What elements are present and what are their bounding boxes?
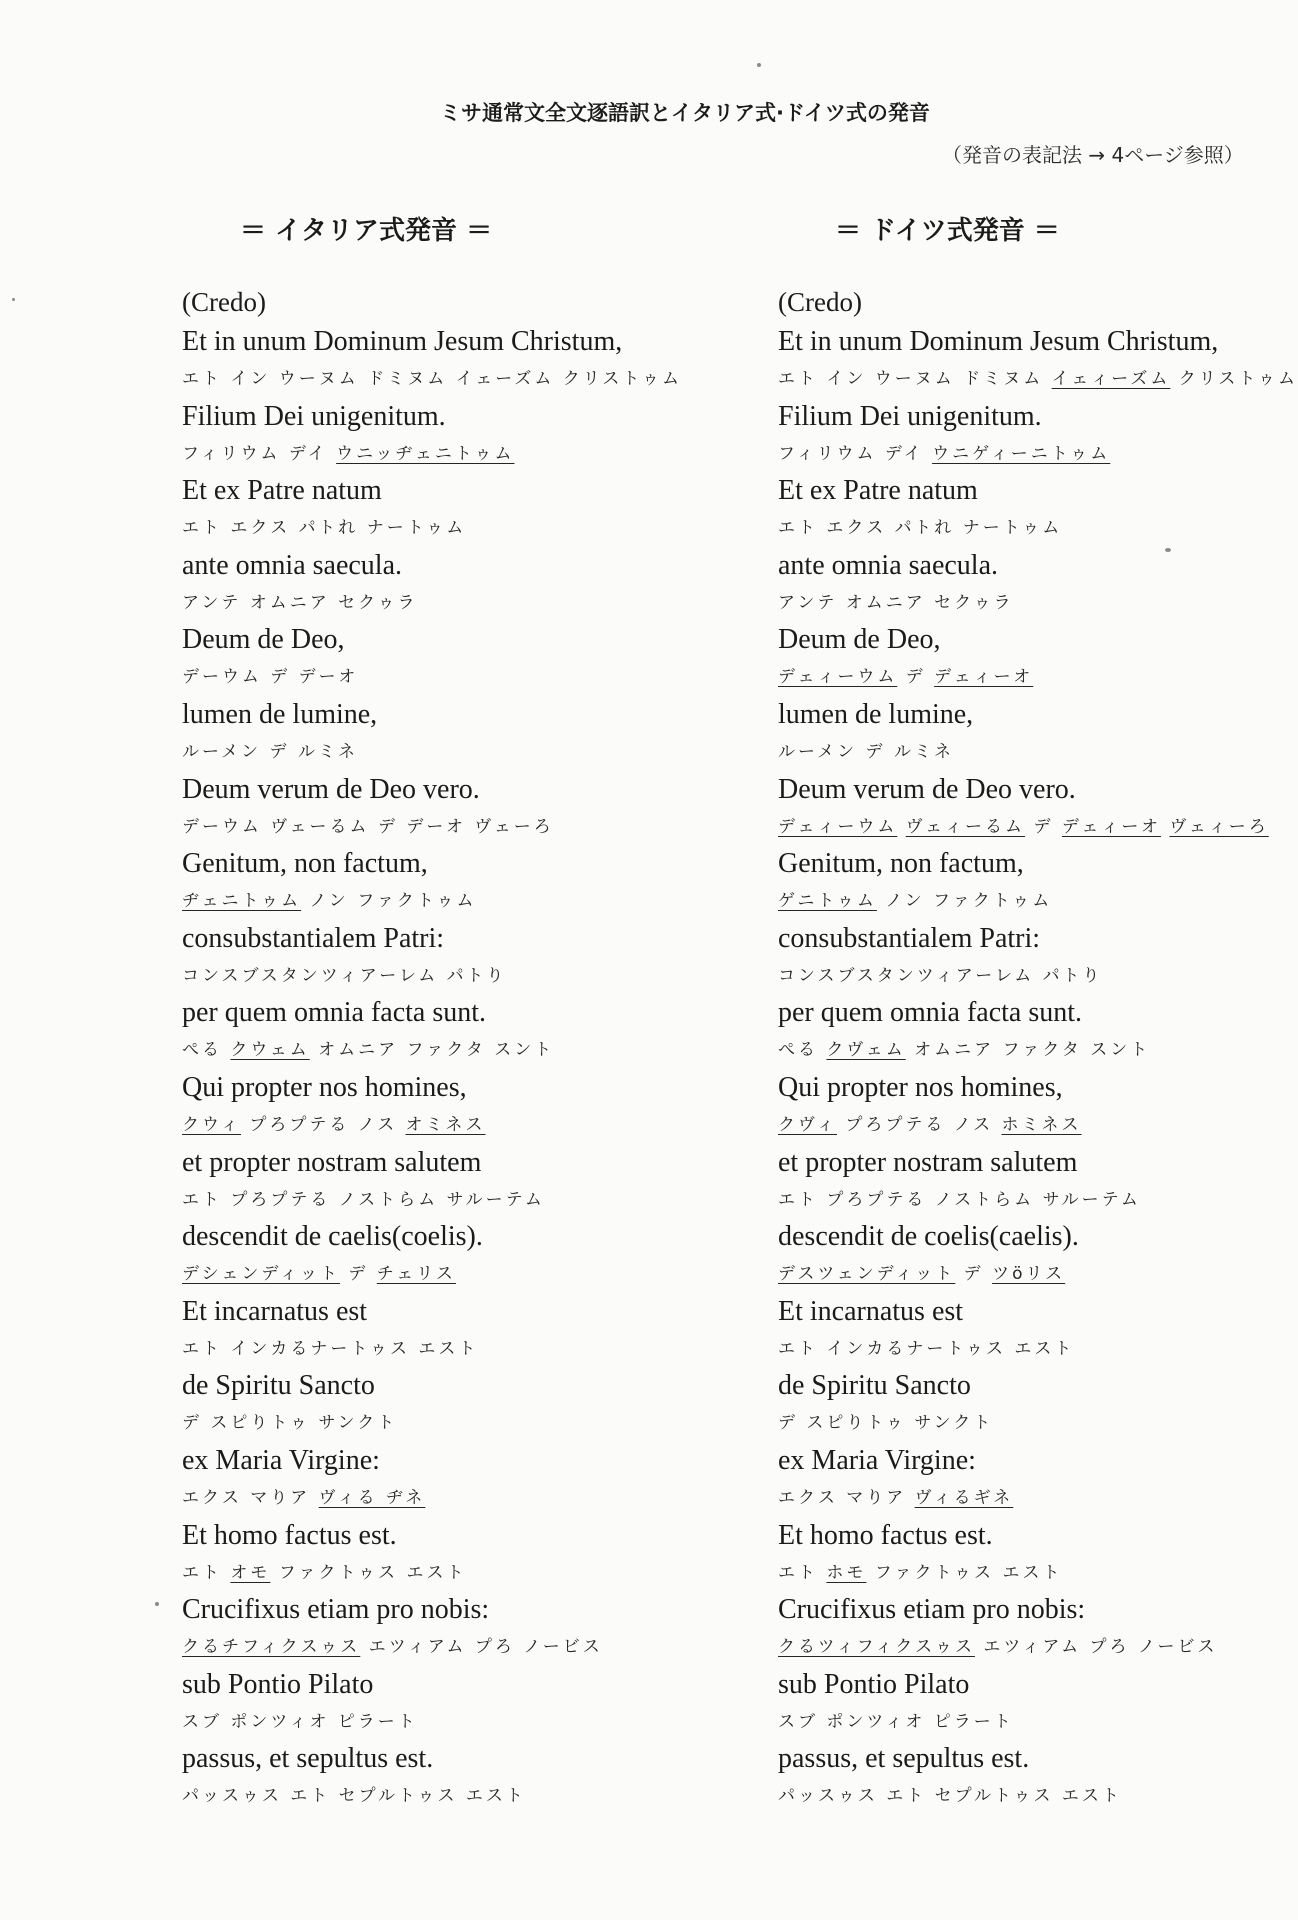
- katakana-pronunciation: [778, 585, 1275, 621]
- pronunciation-segment: エクス マりア: [778, 1487, 915, 1508]
- latin-text: per quem omnia facta sunt.: [182, 997, 487, 1029]
- verse-line: [182, 1442, 782, 1517]
- pronunciation-segment: デ: [897, 667, 935, 688]
- pronunciation-segment: プろプテる ノス: [240, 1114, 406, 1135]
- latin-text: consubstantialem Patri:: [778, 922, 1041, 954]
- latin-text: Crucifixus etiam pro nobis:: [182, 1594, 490, 1626]
- pronunciation-segment: プろプテる ノス: [836, 1114, 1002, 1135]
- latin-text: Qui propter nos homines,: [182, 1071, 467, 1103]
- underlined-syllables: デシェンディット: [182, 1264, 340, 1285]
- katakana-pronunciation: [182, 883, 782, 919]
- verse-line: [182, 696, 782, 771]
- katakana-pronunciation: [778, 1704, 1275, 1740]
- pronunciation-segment: ぺる: [778, 1040, 827, 1061]
- verse-line: [182, 1367, 782, 1442]
- katakana-pronunciation: [778, 734, 1275, 770]
- pronunciation-segment: エト イン ウーヌム ドミヌム: [778, 369, 1052, 389]
- katakana-pronunciation: [778, 510, 1275, 546]
- latin-text: ante omnia saecula.: [182, 549, 403, 581]
- pronunciation-segment: デーウム デ デーオ: [182, 667, 359, 688]
- german-pronunciation-heading: ＝ ドイツ式発音 ＝: [835, 216, 1060, 246]
- pronunciation-segment: エト エクス パトれ ナートゥム: [778, 518, 1063, 539]
- katakana-pronunciation: [182, 1107, 782, 1143]
- latin-text: sub Pontio Pilato: [778, 1668, 970, 1700]
- pronunciation-segment: エト インカるナートゥス エスト: [182, 1338, 479, 1359]
- verse-line: [778, 845, 1275, 920]
- verse-line: [778, 1517, 1275, 1592]
- latin-text: passus, et sepultus est.: [778, 1743, 1030, 1775]
- verse-line: [778, 994, 1275, 1069]
- pronunciation-segment: エト エクス パトれ ナートゥム: [182, 518, 467, 539]
- katakana-pronunciation: [182, 1256, 782, 1292]
- pronunciation-segment: スブ ポンツィオ ピラート: [778, 1711, 1014, 1732]
- latin-text: lumen de lumine,: [778, 698, 974, 730]
- latin-text: consubstantialem Patri:: [182, 922, 445, 954]
- pronunciation-segment: ファクトゥス エスト: [270, 1562, 467, 1583]
- underlined-syllables: ツöリス: [992, 1264, 1066, 1285]
- verse-line: [778, 1367, 1275, 1442]
- pronunciation-segment: コンスブスタンツィアーレム パトり: [182, 965, 507, 986]
- pronunciation-segment: エト: [778, 1562, 827, 1583]
- scan-speck: [757, 63, 761, 67]
- katakana-pronunciation: [182, 1704, 782, 1740]
- verse-line: [182, 920, 782, 995]
- latin-text: et propter nostram salutem: [778, 1146, 1078, 1178]
- latin-text: Et in unum Dominum Jesum Christum,: [182, 326, 623, 357]
- verse-line: [182, 845, 782, 920]
- katakana-pronunciation: [182, 1629, 782, 1665]
- katakana-pronunciation: [778, 1778, 1275, 1814]
- katakana-pronunciation: [778, 1032, 1275, 1068]
- verse-line: [778, 696, 1275, 771]
- verse-line: [182, 1144, 782, 1219]
- pronunciation-segment: ルーメン デ ルミネ: [778, 741, 954, 762]
- latin-text: Et homo factus est.: [182, 1519, 397, 1551]
- katakana-pronunciation: [182, 1778, 782, 1814]
- latin-text: descendit de coelis(caelis).: [778, 1221, 1079, 1253]
- latin-text: Et in unum Dominum Jesum Christum,: [778, 326, 1219, 357]
- underlined-syllables: ホミネス: [1001, 1114, 1082, 1135]
- katakana-pronunciation: [182, 958, 782, 994]
- pronunciation-segment: エト イン ウーヌム ドミヌム イェーズム クリストゥム: [182, 369, 682, 389]
- scan-speck: [155, 1602, 159, 1606]
- latin-text: Et incarnatus est: [182, 1295, 368, 1327]
- katakana-pronunciation: [182, 1480, 782, 1516]
- katakana-pronunciation: [778, 361, 1298, 397]
- verse-line: [778, 771, 1275, 846]
- pronunciation-segment: デ: [339, 1264, 377, 1285]
- pronunciation-segment: ノン ファクトゥム: [876, 891, 1053, 912]
- pronunciation-segment: エト プろプテる ノストらム サルーテム: [182, 1189, 545, 1210]
- katakana-pronunciation: [778, 1480, 1275, 1516]
- underlined-syllables: オモ: [230, 1562, 271, 1583]
- latin-text: Genitum, non factum,: [778, 848, 1024, 880]
- notation-reference-note: （発音の表記法 → 4ページ参照）: [942, 143, 1244, 167]
- katakana-pronunciation: [778, 809, 1275, 845]
- pronunciation-segment: エツィアム プろ ノービス: [360, 1637, 603, 1658]
- verse-line: [778, 398, 1275, 473]
- verse-line: [778, 1144, 1275, 1219]
- scan-speck: [12, 298, 15, 301]
- pronunciation-segment: ファクトゥス エスト: [866, 1562, 1063, 1583]
- katakana-pronunciation: [182, 1405, 782, 1441]
- pronunciation-segment: クリストゥム: [1170, 369, 1298, 389]
- underlined-syllables: デスツェンディット: [778, 1264, 956, 1285]
- pronunciation-segment: パッスゥス エト セプルトゥス エスト: [182, 1786, 526, 1807]
- pronunciation-segment: ルーメン デ ルミネ: [182, 741, 358, 762]
- latin-text: Filium Dei unigenitum.: [778, 400, 1042, 432]
- katakana-pronunciation: [778, 1182, 1275, 1218]
- pronunciation-segment: オムニア ファクタ スント: [309, 1040, 555, 1061]
- pronunciation-segment: アンテ オムニア セクゥラ: [182, 592, 418, 613]
- verse-line: [778, 1591, 1275, 1666]
- underlined-syllables: ホモ: [826, 1562, 867, 1583]
- underlined-syllables: クヴェム: [826, 1040, 906, 1061]
- underlined-syllables: デェィーウム: [778, 816, 898, 837]
- katakana-pronunciation: [182, 361, 782, 397]
- verse-line: [182, 398, 782, 473]
- verse-line: [182, 323, 782, 398]
- underlined-syllables: チェリス: [376, 1264, 456, 1285]
- pronunciation-segment: エツィアム プろ ノービス: [974, 1637, 1218, 1658]
- katakana-pronunciation: [182, 585, 782, 621]
- verse-line: [778, 1218, 1275, 1293]
- latin-text: Deum de Deo,: [182, 624, 345, 656]
- underlined-syllables: クウィ: [182, 1114, 241, 1135]
- katakana-pronunciation: [182, 510, 782, 546]
- verse-line: [778, 472, 1275, 547]
- katakana-pronunciation: [778, 1331, 1275, 1367]
- latin-text: Et ex Patre natum: [182, 475, 382, 507]
- pronunciation-segment: デ スピりトゥ サンクト: [778, 1413, 994, 1434]
- katakana-pronunciation: [778, 1555, 1275, 1591]
- underlined-syllables: ヂェニトゥム: [182, 891, 302, 912]
- italian-pronunciation-column: [182, 282, 782, 1815]
- underlined-syllables: ヴェィーろ: [1169, 816, 1269, 837]
- latin-text: Qui propter nos homines,: [778, 1071, 1063, 1103]
- pronunciation-segment: エト プろプテる ノストらム サルーテム: [778, 1189, 1141, 1210]
- underlined-syllables: クるチフィクスゥス: [182, 1637, 361, 1658]
- verse-line: [778, 323, 1298, 398]
- katakana-pronunciation: [778, 659, 1275, 695]
- underlined-syllables: クウェム: [230, 1040, 310, 1061]
- verse-line: [778, 920, 1275, 995]
- verse-line: [182, 1293, 782, 1368]
- verse-line: [182, 771, 782, 846]
- pronunciation-segment: エト インカるナートゥス エスト: [778, 1338, 1075, 1359]
- latin-text: Et incarnatus est: [778, 1295, 964, 1327]
- underlined-syllables: デェィーオ: [934, 667, 1034, 688]
- katakana-pronunciation: [778, 1405, 1275, 1441]
- latin-text: ex Maria Virgine:: [778, 1444, 976, 1476]
- latin-text: Et homo factus est.: [778, 1519, 993, 1551]
- katakana-pronunciation: [182, 809, 782, 845]
- pronunciation-segment: ノン ファクトゥム: [301, 891, 477, 912]
- latin-text: Deum verum de Deo vero.: [182, 773, 480, 805]
- pronunciation-segment: パッスゥス エト セプルトゥス エスト: [778, 1786, 1122, 1807]
- katakana-pronunciation: [182, 1555, 782, 1591]
- latin-text: Et ex Patre natum: [778, 475, 978, 507]
- katakana-pronunciation: [778, 883, 1275, 919]
- katakana-pronunciation: [182, 1331, 782, 1367]
- verse-line: [778, 1740, 1275, 1815]
- latin-text: et propter nostram salutem: [182, 1146, 482, 1178]
- katakana-pronunciation: [778, 436, 1275, 472]
- katakana-pronunciation: [182, 1032, 782, 1068]
- verse-line: [778, 1293, 1275, 1368]
- underlined-syllables: クるツィフィクスゥス: [778, 1637, 975, 1658]
- katakana-pronunciation: [778, 1629, 1275, 1665]
- credo-subtitle: (Credo): [778, 287, 862, 317]
- pronunciation-segment: コンスブスタンツィアーレム パトり: [778, 965, 1103, 986]
- pronunciation-segment: デーウム ヴェーるム デ デーオ ヴェーろ: [182, 816, 554, 837]
- verse-line: [778, 1442, 1275, 1517]
- katakana-pronunciation: [182, 1182, 782, 1218]
- italian-pronunciation-heading: ＝ イタリア式発音 ＝: [240, 216, 493, 246]
- verse-line: [182, 1740, 782, 1815]
- pronunciation-segment: アンテ オムニア セクゥラ: [778, 592, 1014, 613]
- latin-text: lumen de lumine,: [182, 698, 378, 730]
- latin-text: per quem omnia facta sunt.: [778, 997, 1083, 1029]
- pronunciation-segment: デ: [1025, 816, 1062, 837]
- pronunciation-segment: デ: [955, 1264, 993, 1285]
- underlined-syllables: デェィーウム: [778, 667, 898, 688]
- katakana-pronunciation: [778, 1107, 1275, 1143]
- latin-text: descendit de caelis(coelis).: [182, 1221, 483, 1253]
- katakana-pronunciation: [182, 436, 782, 472]
- pronunciation-segment: デ スピりトゥ サンクト: [182, 1413, 398, 1434]
- underlined-syllables: クヴィ: [778, 1114, 837, 1135]
- katakana-pronunciation: [182, 659, 782, 695]
- latin-text: ex Maria Virgine:: [182, 1444, 380, 1476]
- verse-line: [182, 1069, 782, 1144]
- latin-text: Deum de Deo,: [778, 624, 941, 656]
- latin-text: ante omnia saecula.: [778, 549, 999, 581]
- underlined-syllables: ヴィる ヂネ: [318, 1487, 426, 1508]
- pronunciation-segment: フィリウム デイ: [778, 443, 933, 464]
- document-title: ミサ通常文全文逐語訳とイタリア式·ドイツ式の発音: [440, 101, 930, 125]
- latin-text: Deum verum de Deo vero.: [778, 773, 1076, 805]
- katakana-pronunciation: [182, 734, 782, 770]
- verse-line: [182, 1591, 782, 1666]
- katakana-pronunciation: [778, 958, 1275, 994]
- pronunciation-segment: オムニア ファクタ スント: [905, 1040, 1151, 1061]
- underlined-syllables: オミネス: [405, 1114, 486, 1135]
- verse-line: [182, 621, 782, 696]
- german-pronunciation-column: [778, 282, 1298, 1815]
- katakana-pronunciation: [778, 1256, 1275, 1292]
- verse-line: [778, 1666, 1275, 1741]
- pronunciation-segment: [897, 817, 905, 837]
- pronunciation-segment: エクス マりア: [182, 1487, 319, 1508]
- latin-text: passus, et sepultus est.: [182, 1743, 434, 1775]
- verse-line: [182, 1666, 782, 1741]
- pronunciation-segment: エト: [182, 1562, 231, 1583]
- credo-subtitle: (Credo): [182, 287, 266, 317]
- underlined-syllables: デェィーオ: [1061, 816, 1162, 837]
- latin-text: Filium Dei unigenitum.: [182, 400, 446, 432]
- underlined-syllables: ゲニトゥム: [778, 891, 877, 912]
- underlined-syllables: ウニゲィーニトゥム: [932, 443, 1111, 464]
- verse-line: [182, 472, 782, 547]
- latin-text: Crucifixus etiam pro nobis:: [778, 1594, 1086, 1626]
- pronunciation-segment: スブ ポンツィオ ピラート: [182, 1711, 418, 1732]
- verse-line: [182, 994, 782, 1069]
- verse-line: [182, 547, 782, 622]
- verse-line: [182, 1517, 782, 1592]
- underlined-syllables: イェィーズム: [1051, 369, 1171, 389]
- latin-text: sub Pontio Pilato: [182, 1668, 374, 1700]
- verse-line: [778, 1069, 1275, 1144]
- pronunciation-segment: ぺる: [182, 1040, 231, 1061]
- verse-line: [182, 1218, 782, 1293]
- pronunciation-segment: フィリウム デイ: [182, 443, 337, 464]
- verse-line: [778, 547, 1275, 622]
- latin-text: de Spiritu Sancto: [182, 1370, 375, 1402]
- underlined-syllables: ヴェィーるム: [905, 816, 1026, 837]
- verse-line: [778, 621, 1275, 696]
- underlined-syllables: ウニッヂェニトゥム: [336, 443, 515, 464]
- underlined-syllables: ヴィるギネ: [914, 1487, 1014, 1508]
- latin-text: de Spiritu Sancto: [778, 1370, 971, 1402]
- latin-text: Genitum, non factum,: [182, 848, 428, 880]
